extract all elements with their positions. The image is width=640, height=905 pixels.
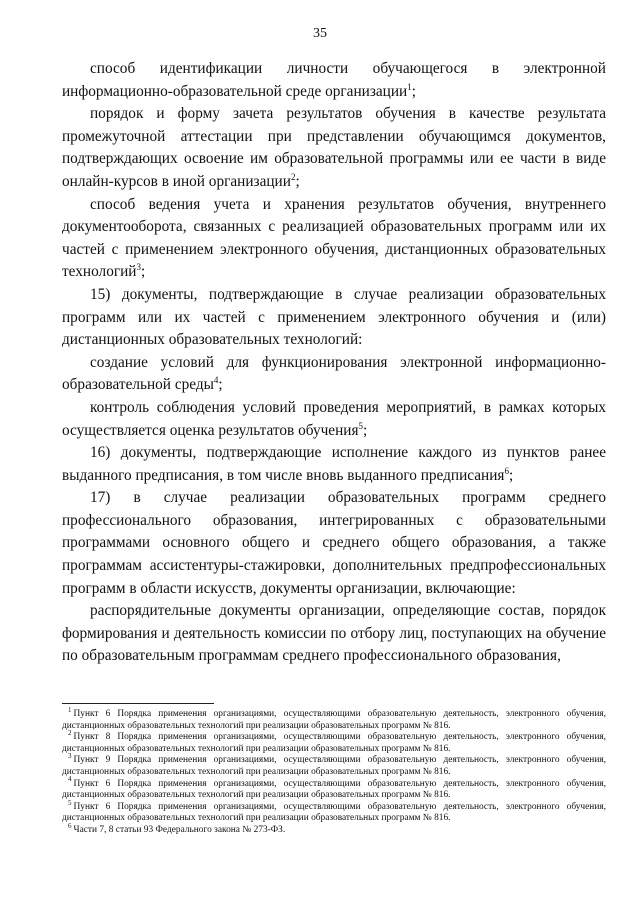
footnote-mark: 3 (68, 752, 72, 761)
paragraph: контроль соблюдения условий проведения мероприятий, в рамках которых осуществляется оценка результатов обучения$^5$; (62, 398, 606, 439)
footnote-mark: 4 (68, 775, 72, 784)
paragraph: 15) документы, подтверждающие в случае реализации образовательных программ или их частей с применением электронного обучения и (или) дистанционных образовательных технологий: (62, 285, 606, 349)
page-number: 35 (313, 26, 327, 41)
footnote-ref[interactable]: 4 (213, 375, 219, 386)
footnote-mark: 2 (68, 729, 72, 738)
paragraph: 16) документы, подтверждающие исполнение каждого из пунктов ранее выданного предписания, в том числе вновь выданного предписания$^6$; (62, 444, 606, 484)
paragraph: 17) в случае реализации образовательных программ среднего профессионального образования, интегрированных с образовательными программами основного общего и среднего общего образования, а также программам ассистентуры-стажировки, дополнительных предпрофессиональных программ в области искусств, документы организации, включающие: (62, 489, 606, 597)
paragraph: способ идентификации личности обучающегося в электронной информационно-образовательной среде организации$^1$; (62, 60, 606, 100)
body-text (62, 58, 606, 668)
footnote-ref[interactable]: 2 (290, 171, 296, 182)
paragraph: создание условий для функционирования электронной информационно-образовательной среды$^4$; (62, 353, 606, 394)
footnote-separator (62, 703, 214, 704)
footnote-mark: 6 (68, 821, 72, 830)
paragraph: распорядительные документы организации, определяющие состав, порядок формирования и деятельность комиссии по отбору лиц, поступающих на обучение по образовательным программам среднего профессионального образования, (62, 602, 606, 665)
footnote: $^3$ Пункт 9 Порядка применения организациями, осуществляющими образовательную деятельность, электронного обучения, дистанционных образовательных технологий при реализации образовательных программ № 816. (62, 752, 606, 777)
footnote-mark: 5 (68, 798, 72, 807)
paragraph: способ ведения учета и хранения результатов обучения, внутреннего документооборота, связанных с реализацией образовательных программ или их частей с применением электронного обучения, дистанционных образовательных технологий$^3$; (62, 195, 606, 281)
footnote-ref[interactable]: 5 (358, 420, 363, 431)
footnote-ref[interactable]: 1 (407, 81, 412, 92)
footnote: $^1$ Пункт 6 Порядка применения организациями, осуществляющими образовательную деятельность, электронного обучения, дистанционных образовательных технологий при реализации образовательных программ № 816. (62, 705, 606, 731)
footnote: $^2$ Пункт 8 Порядка применения организациями, осуществляющими образовательную деятельность, электронного обучения, дистанционных образовательных технологий при реализации образовательных программ № 816. (62, 729, 606, 754)
footnote-ref[interactable]: 3 (136, 262, 141, 273)
paragraph: порядок и форму зачета результатов обучения в качестве результата промежуточной аттестации при представлении обучающимся документов, подтверждающих освоение им образовательной программы или ее части в виде онлайн-курсов в иной организации$^2$; (62, 105, 606, 190)
footnote: $^6$ Части 7, 8 статьи 93 Федерального закона № 273-ФЗ. (68, 821, 286, 835)
footnote-mark: 1 (68, 705, 72, 714)
footnote: $^4$ Пункт 6 Порядка применения организациями, осуществляющими образовательную деятельность, электронного обучения, дистанционных образовательных технологий при реализации образовательных программ № 816. (62, 775, 606, 801)
footnote-ref[interactable]: 6 (504, 465, 509, 476)
footnotes (62, 705, 606, 837)
footnote: $^5$ Пункт 6 Порядка применения организациями, осуществляющими образовательную деятельность, электронного обучения, дистанционных образовательных технологий при реализации образовательных программ № 816. (62, 798, 606, 824)
